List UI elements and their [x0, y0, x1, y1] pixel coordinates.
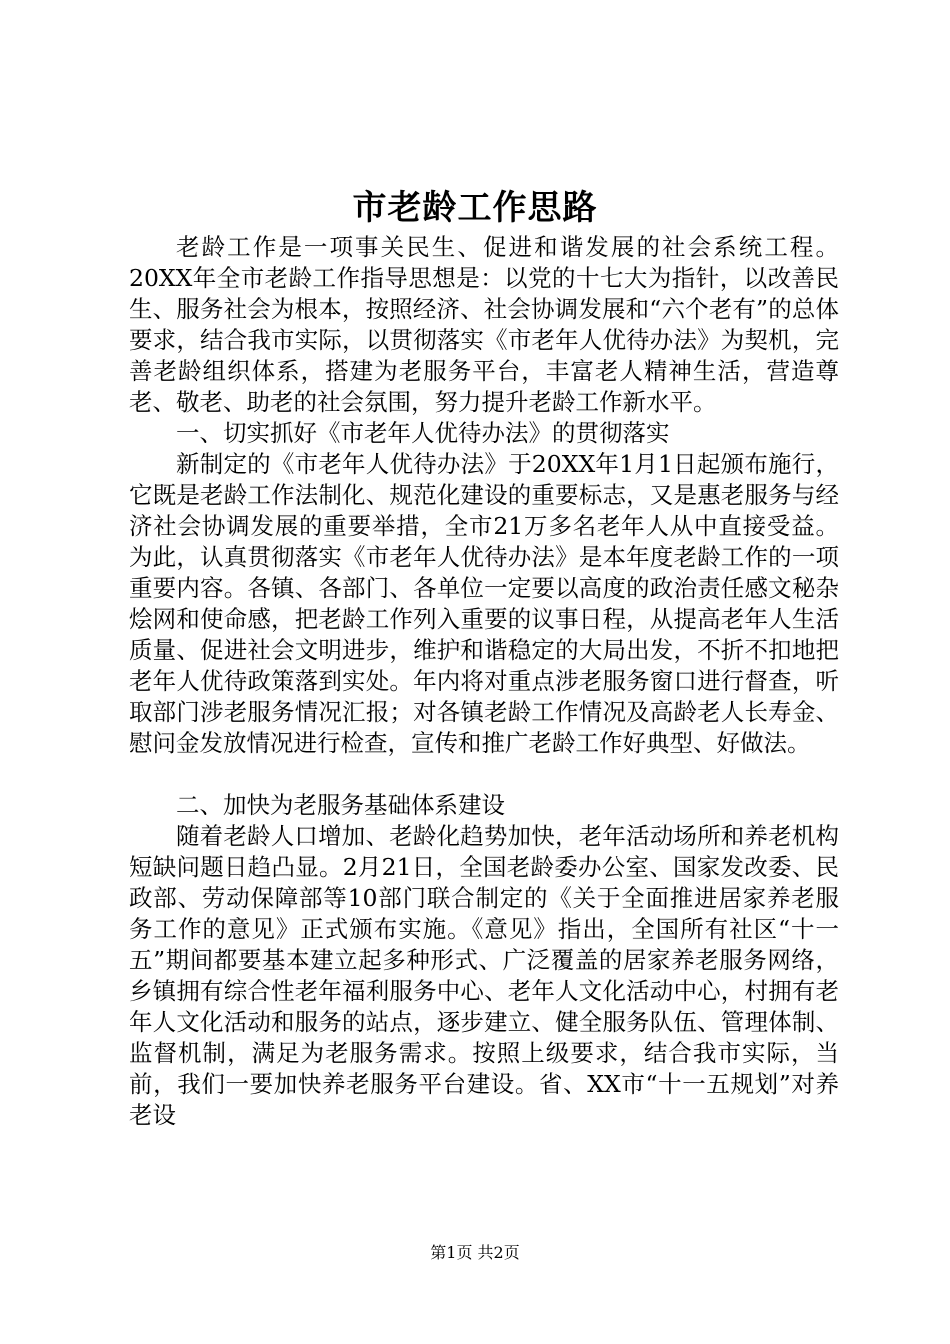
section-heading-1: 一、切实抓好《市老年人优待办法》的贯彻落实: [176, 419, 670, 447]
page-footer: 第1页 共2页: [430, 1243, 520, 1262]
paragraph-section-1: 新制定的《市老年人优待办法》于20XX年1月1日起颁布施行，它既是老龄工作法制化、规范化建设的重要标志，又是惠老服务与经济社会协调发展的重要举措，全市21万多名老年人从中直接受益。为此，认真贯彻落实《市老年人优待办法》是本年度老龄工作的一项重要内容。各镇、各部门、各单位一定要以高度的政治责任感文秘杂烩网和使命感，把老龄工作列入重要的议事日程，从提高老年人生活质量、促进社会文明进步，维护和谐稳定的大局出发，不折不扣地把老年人优待政策落到实处。年内将对重点涉老服务窗口进行督查，听取部门涉老服务情况汇报；对各镇老龄工作情况及高龄老人长寿金、慰问金发放情况进行检查，宣传和推广老龄工作好典型、好做法。: [129, 450, 839, 757]
document-body: [129, 232, 839, 1131]
paragraph-section-2: 随着老龄人口增加、老龄化趋势加快，老年活动场所和养老机构短缺问题日趋凸显。2月21日，全国老龄委办公室、国家发改委、民政部、劳动保障部等10部门联合制定的《关于全面推进居家养老服务工作的意见》正式颁布实施。《意见》指出，全国所有社区“十一五”期间都要基本建立起多种形式、广泛覆盖的居家养老服务网络，乡镇拥有综合性老年福利服务中心、老年人文化活动中心，村拥有老年人文化活动和服务的站点，逐步建立、健全服务队伍、管理体制、监督机制，满足为老服务需求。按照上级要求，结合我市实际，当前，我们一要加快养老服务平台建设。省、XX市“十一五规划”对养老设: [129, 822, 839, 1129]
page-title: 市老龄工作思路: [352, 188, 598, 228]
section-heading-2: 二、加快为老服务基础体系建设: [176, 791, 505, 819]
paragraph-intro: 老龄工作是一项事关民生、促进和谐发展的社会系统工程。20XX年全市老龄工作指导思想是：以党的十七大为指针，以改善民生、服务社会为根本，按照经济、社会协调发展和“六个老有”的总体要求，结合我市实际，以贯彻落实《市老年人优待办法》为契机，完善老龄组织体系，搭建为老服务平台，丰富老人精神生活，营造尊老、敬老、助老的社会氛围，努力提升老龄工作新水平。: [129, 233, 839, 416]
blank-line: [129, 759, 839, 790]
